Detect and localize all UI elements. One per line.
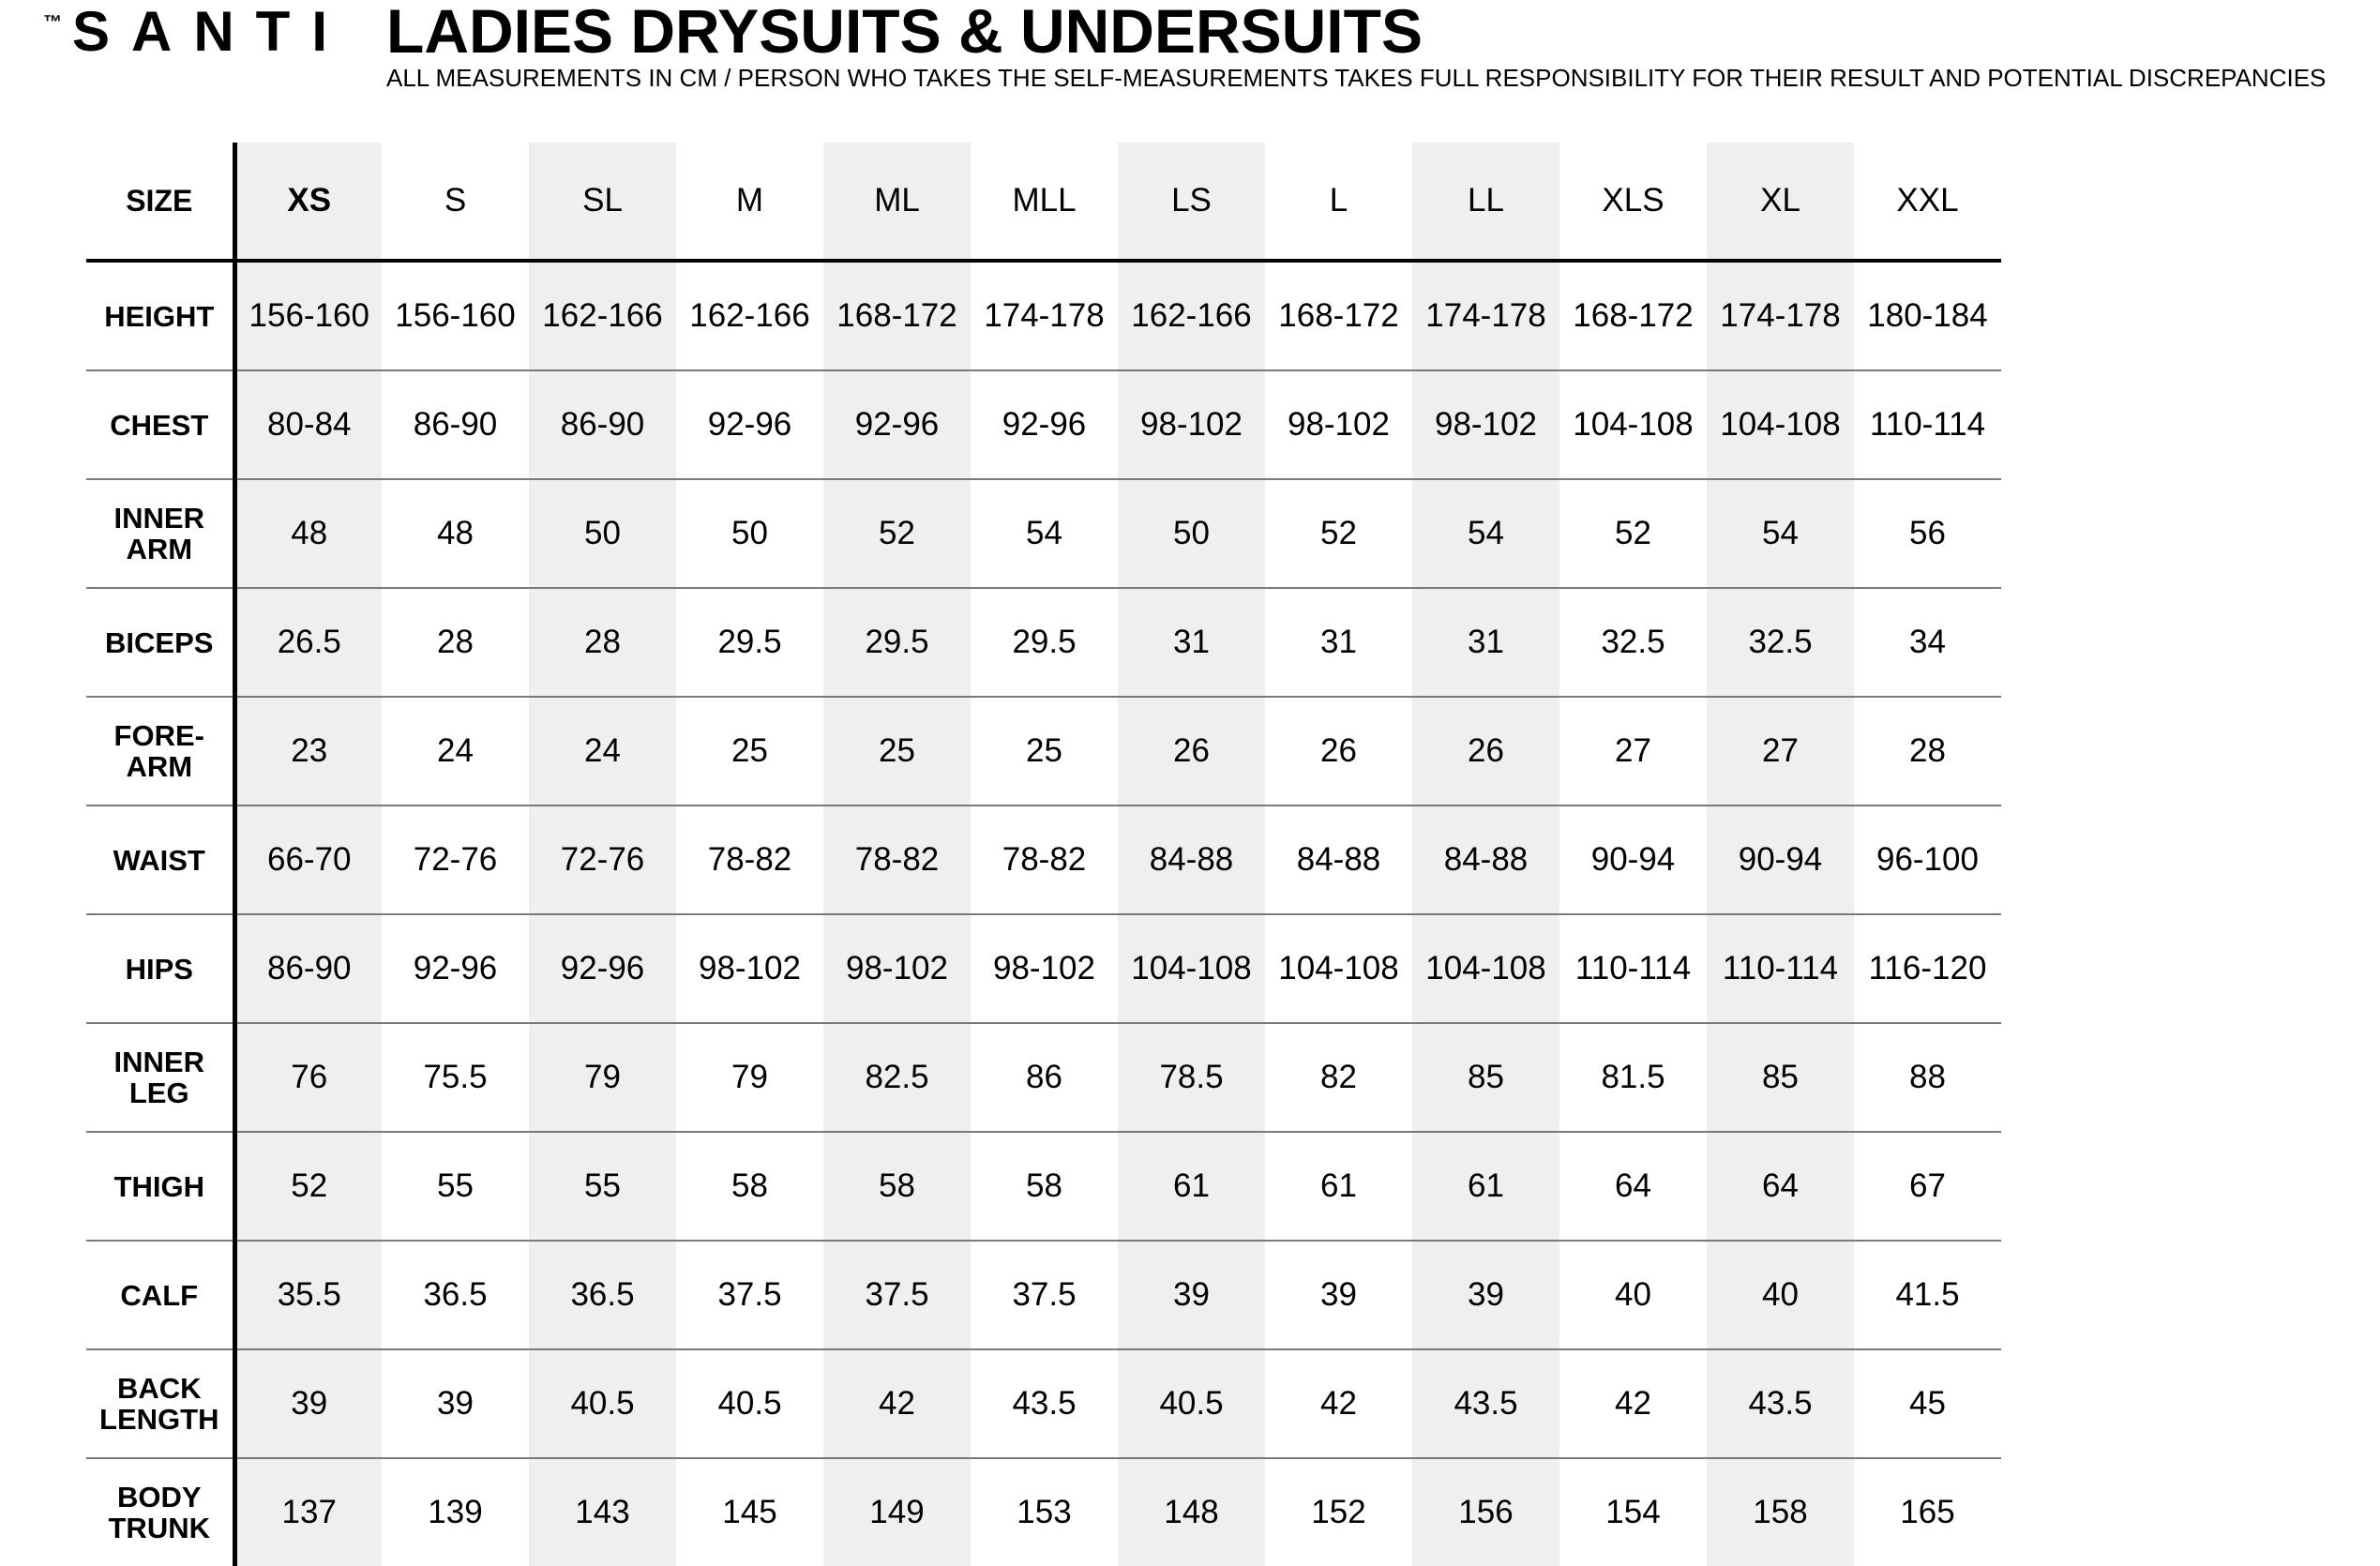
table-cell: 86-90 [529, 370, 676, 479]
table-cell: 29.5 [823, 588, 971, 697]
table-cell: 25 [676, 697, 823, 806]
table-cell: 174-178 [971, 261, 1118, 370]
row-label-inner-leg [86, 1023, 234, 1132]
table-cell: 61 [1118, 1132, 1265, 1241]
table-cell: 143 [529, 1458, 676, 1566]
table-cell: 26 [1118, 697, 1265, 806]
size-header-label: SIZE [86, 143, 234, 261]
table-cell: 37.5 [823, 1241, 971, 1349]
table-cell: 78-82 [676, 806, 823, 914]
table-cell: 79 [529, 1023, 676, 1132]
table-cell: 148 [1118, 1458, 1265, 1566]
table-cell: 26 [1412, 697, 1559, 806]
table-cell: 156 [1412, 1458, 1559, 1566]
size-chart-table [86, 143, 2001, 1566]
table-row [86, 1132, 2001, 1241]
table-cell: 90-94 [1707, 806, 1854, 914]
table-cell: 153 [1017, 1494, 1072, 1530]
row-label-calf [86, 1241, 234, 1349]
table-cell: 39 [1265, 1241, 1412, 1349]
table-cell: 54 [1707, 479, 1854, 588]
table-cell: 82 [1265, 1023, 1412, 1132]
table-cell: 162-166 [1118, 261, 1265, 370]
table-cell: 48 [382, 479, 529, 588]
table-cell: 84-88 [1412, 806, 1559, 914]
table-cell: 54 [971, 479, 1118, 588]
size-header-xs: XS [234, 143, 382, 261]
size-header-s: S [382, 143, 529, 261]
table-cell: 37.5 [971, 1241, 1118, 1349]
table-cell: 75.5 [382, 1023, 529, 1132]
table-cell: 64 [1707, 1132, 1854, 1241]
table-cell: 110-114 [1559, 914, 1707, 1023]
table-cell: 39 [1412, 1241, 1559, 1349]
table-cell: 40 [1559, 1241, 1707, 1349]
table-cell: 82.5 [823, 1023, 971, 1132]
row-label-inner-arm [86, 479, 234, 588]
page-title: LADIES DRYSUITS & UNDERSUITS [386, 0, 1423, 66]
row-label-line: CALF [120, 1278, 199, 1312]
row-label-thigh [86, 1132, 234, 1241]
table-cell: 84-88 [1118, 806, 1265, 914]
table-row [86, 1349, 2001, 1458]
table-row [86, 914, 2001, 1023]
table-cell: 85 [1412, 1023, 1559, 1132]
row-label-line: CHEST [110, 408, 209, 442]
table-cell: 36.5 [529, 1241, 676, 1349]
table-cell: 39 [382, 1349, 529, 1458]
table-cell: 154 [1605, 1494, 1661, 1530]
table-cell: 35.5 [234, 1241, 382, 1349]
santi-logo [43, 0, 349, 63]
table-cell: 88 [1854, 1023, 2001, 1132]
table-cell: 26.5 [234, 588, 382, 697]
table-row [86, 1023, 2001, 1132]
table-cell: 67 [1854, 1132, 2001, 1241]
table-cell: 61 [1412, 1132, 1559, 1241]
table-cell: 137 [234, 1458, 382, 1566]
table-cell: 180-184 [1854, 261, 2001, 370]
table-cell: 54 [1412, 479, 1559, 588]
table-cell: 55 [382, 1132, 529, 1241]
table-cell: 31 [1118, 588, 1265, 697]
row-label-waist [86, 806, 234, 914]
row-label-back-length [86, 1349, 234, 1458]
table-cell: 43.5 [1412, 1349, 1559, 1458]
size-header-ls: LS [1118, 143, 1265, 261]
row-label-line: TRUNK [108, 1512, 210, 1544]
table-row [86, 1241, 2001, 1349]
table-cell: 40.5 [1118, 1349, 1265, 1458]
table-cell: 40.5 [529, 1349, 676, 1458]
size-header-row [86, 143, 2001, 261]
table-cell: 98-102 [1412, 370, 1559, 479]
table-cell: 29.5 [971, 588, 1118, 697]
table-cell: 162-166 [676, 261, 823, 370]
table-cell: 36.5 [382, 1241, 529, 1349]
table-cell: 43.5 [1707, 1349, 1854, 1458]
table-cell: 72-76 [382, 806, 529, 914]
table-cell: 50 [676, 479, 823, 588]
row-label-line: LEG [128, 1077, 189, 1109]
row-label-line: BICEPS [105, 625, 214, 659]
row-label-chest [86, 370, 234, 479]
table-cell: 27 [1707, 697, 1854, 806]
table-cell: 86 [971, 1023, 1118, 1132]
table-cell: 81.5 [1559, 1023, 1707, 1132]
table-cell: 156-160 [234, 261, 382, 370]
table-cell: 28 [1854, 697, 2001, 806]
table-cell: 80-84 [234, 370, 382, 479]
table-cell: 98-102 [1118, 370, 1265, 479]
table-cell: 43.5 [971, 1349, 1118, 1458]
row-label-line: WAIST [113, 843, 205, 877]
table-cell: 92-96 [971, 370, 1118, 479]
table-cell: 50 [1118, 479, 1265, 588]
table-cell: 78-82 [823, 806, 971, 914]
table-cell: 24 [529, 697, 676, 806]
table-cell: 104-108 [1707, 370, 1854, 479]
table-cell: 32.5 [1559, 588, 1707, 697]
table-cell: 28 [529, 588, 676, 697]
table-row [86, 588, 2001, 697]
row-label-line: ARM [126, 750, 193, 783]
table-cell: 158 [1707, 1458, 1854, 1566]
table-cell: 92-96 [676, 370, 823, 479]
row-label-fore-arm [86, 697, 234, 806]
table-row [86, 261, 2001, 370]
table-cell: 96-100 [1854, 806, 2001, 914]
table-cell: 40.5 [676, 1349, 823, 1458]
table-cell: 98-102 [823, 914, 971, 1023]
row-label-line: THIGH [113, 1169, 204, 1203]
table-row [86, 697, 2001, 806]
table-cell: 86-90 [234, 914, 382, 1023]
table-cell: 104-108 [1412, 914, 1559, 1023]
table-cell: 139 [428, 1494, 483, 1530]
table-cell: 42 [823, 1349, 971, 1458]
table-cell: 31 [1412, 588, 1559, 697]
row-label-hips [86, 914, 234, 1023]
table-cell: 110-114 [1707, 914, 1854, 1023]
table-cell: 39 [1118, 1241, 1265, 1349]
table-cell: 110-114 [1854, 370, 2001, 479]
row-label-line: INNER [113, 502, 204, 535]
table-cell: 64 [1559, 1132, 1707, 1241]
size-header-xxl: XXL [1854, 143, 2001, 261]
table-cell: 168-172 [1265, 261, 1412, 370]
table-cell: 27 [1559, 697, 1707, 806]
table-cell: 26 [1265, 697, 1412, 806]
table-cell: 24 [382, 697, 529, 806]
table-cell: 90-94 [1559, 806, 1707, 914]
table-cell: 92-96 [529, 914, 676, 1023]
table-cell: 52 [1559, 479, 1707, 588]
table-cell: 52 [823, 479, 971, 588]
table-cell: 29.5 [676, 588, 823, 697]
table-row [86, 370, 2001, 479]
row-label-biceps [86, 588, 234, 697]
table-cell: 39 [234, 1349, 382, 1458]
row-label-line: HEIGHT [104, 299, 215, 333]
table-cell: 72-76 [529, 806, 676, 914]
table-cell: 56 [1854, 479, 2001, 588]
table-row [86, 1458, 2001, 1566]
table-cell: 79 [676, 1023, 823, 1132]
table-cell: 48 [234, 479, 382, 588]
row-label-line: LENGTH [99, 1403, 219, 1436]
table-cell: 174-178 [1707, 261, 1854, 370]
row-label-line: FORE- [113, 719, 204, 752]
table-cell: 78-82 [971, 806, 1118, 914]
table-cell: 52 [1265, 479, 1412, 588]
table-cell: 145 [722, 1494, 777, 1530]
table-cell: 66-70 [234, 806, 382, 914]
row-label-line: BODY [116, 1481, 202, 1513]
table-cell: 58 [971, 1132, 1118, 1241]
table-cell: 152 [1311, 1494, 1366, 1530]
size-header-l: L [1265, 143, 1412, 261]
table-cell: 37.5 [676, 1241, 823, 1349]
table-cell: 55 [529, 1132, 676, 1241]
table-cell: 23 [234, 697, 382, 806]
table-cell: 32.5 [1707, 588, 1854, 697]
table-cell: 50 [529, 479, 676, 588]
table-cell: 40 [1707, 1241, 1854, 1349]
table-cell: 98-102 [971, 914, 1118, 1023]
table-row [86, 806, 2001, 914]
table-cell: 28 [382, 588, 529, 697]
table-cell: 162-166 [529, 261, 676, 370]
table-cell: 85 [1707, 1023, 1854, 1132]
row-label-height [86, 261, 234, 370]
row-label-line: INNER [113, 1046, 204, 1078]
row-label-line: HIPS [125, 952, 193, 986]
size-header-ml: ML [823, 143, 971, 261]
table-cell: 168-172 [1559, 261, 1707, 370]
table-cell: 165 [1900, 1494, 1955, 1530]
table-cell: 104-108 [1265, 914, 1412, 1023]
table-cell: 61 [1265, 1132, 1412, 1241]
table-cell: 25 [823, 697, 971, 806]
table-cell: 52 [234, 1132, 382, 1241]
table-cell: 58 [823, 1132, 971, 1241]
brand-name: SANTI [72, 0, 349, 63]
table-row [86, 479, 2001, 588]
row-label-line: ARM [126, 533, 193, 565]
table-cell: 25 [971, 697, 1118, 806]
table-cell: 86-90 [382, 370, 529, 479]
table-cell: 76 [234, 1023, 382, 1132]
table-cell: 92-96 [823, 370, 971, 479]
table-cell: 104-108 [1118, 914, 1265, 1023]
table-cell: 174-178 [1412, 261, 1559, 370]
size-header-m: M [676, 143, 823, 261]
row-label-body-trunk [86, 1458, 234, 1566]
size-header-ll: LL [1412, 143, 1559, 261]
measurement-disclaimer: ALL MEASUREMENTS IN CM / PERSON WHO TAKES THE SELF-MEASUREMENTS TAKES FULL RESPONSIBILITY FOR THEIR RESULT AND POTENTIAL DISCREPANCIES [386, 64, 2327, 92]
table-cell: 84-88 [1265, 806, 1412, 914]
table-cell: 34 [1854, 588, 2001, 697]
row-label-line: BACK [116, 1372, 202, 1405]
size-header-mll: MLL [971, 143, 1118, 261]
table-cell: 149 [823, 1458, 971, 1566]
measurement-rows [86, 261, 2001, 1566]
table-cell: 104-108 [1559, 370, 1707, 479]
table-cell: 116-120 [1854, 914, 2001, 1023]
size-header-xl: XL [1707, 143, 1854, 261]
table-cell: 42 [1559, 1349, 1707, 1458]
table-cell: 78.5 [1118, 1023, 1265, 1132]
table-cell: 42 [1265, 1349, 1412, 1458]
table-cell: 156-160 [382, 261, 529, 370]
table-cell: 92-96 [382, 914, 529, 1023]
table-cell: 45 [1854, 1349, 2001, 1458]
size-header-sl: SL [529, 143, 676, 261]
table-cell: 58 [676, 1132, 823, 1241]
table-cell: 98-102 [1265, 370, 1412, 479]
table-cell: 41.5 [1854, 1241, 2001, 1349]
table-cell: 168-172 [823, 261, 971, 370]
size-header-xls: XLS [1559, 143, 1707, 261]
table-cell: 98-102 [676, 914, 823, 1023]
trademark-symbol: ™ [43, 12, 63, 33]
table-cell: 31 [1265, 588, 1412, 697]
